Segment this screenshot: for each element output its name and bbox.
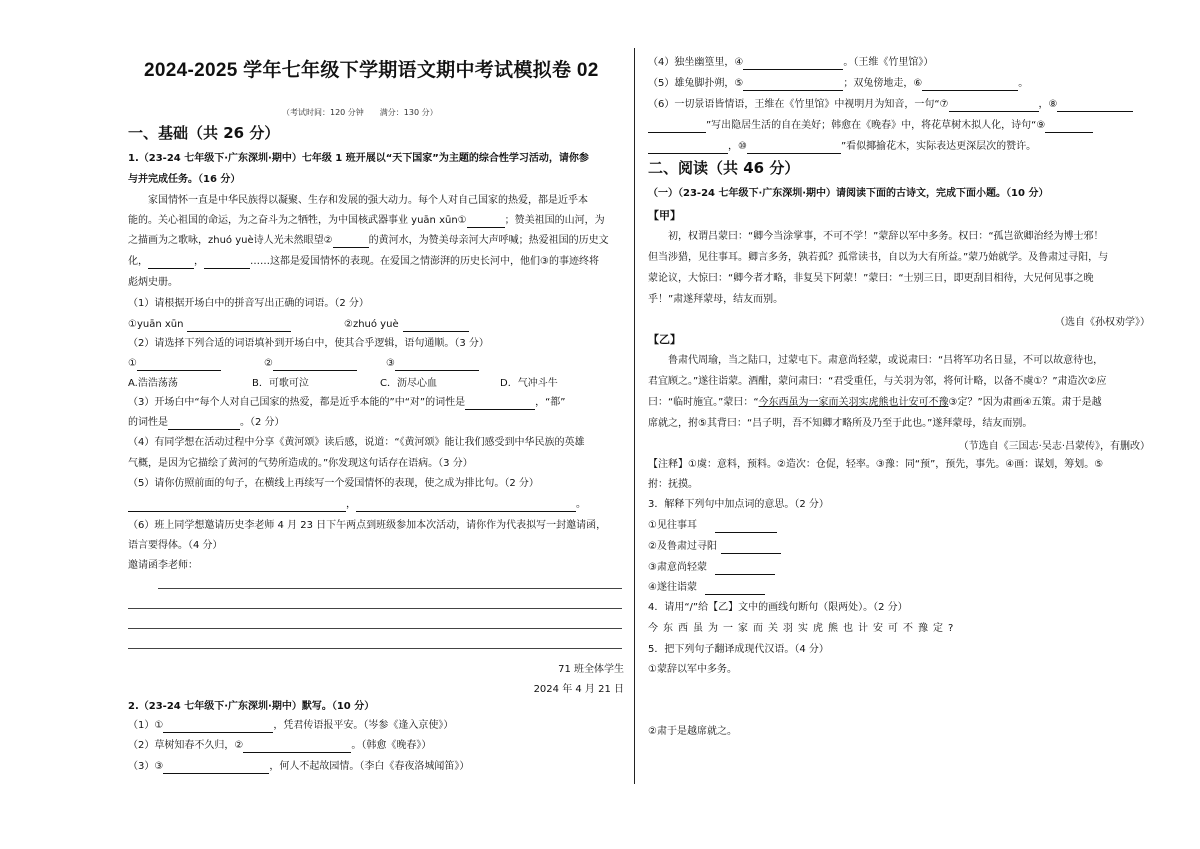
- answer-blank[interactable]: [467, 217, 505, 228]
- pinyin-label: ②zhuó yuè: [344, 319, 399, 330]
- passage-text: 化，: [128, 256, 148, 267]
- passage-line: 家国情怀一直是中华民族得以凝聚、生存和发展的强大动力。每个人对自己国家的热爱，都是近乎本: [148, 195, 588, 206]
- q2-line: [648, 140, 1036, 154]
- annotation-line: 【注释】①虞：意料，预料。②造次：仓促，轻率。③豫：同“预”，预先，事先。④画：谋划，筹划。⑤: [648, 459, 1104, 470]
- num-label: ③: [386, 358, 395, 369]
- writing-line[interactable]: [128, 648, 622, 649]
- source-note: （选自《孙权劝学》）: [1055, 317, 1150, 328]
- option-a: A.浩浩荡荡: [128, 378, 178, 389]
- writing-line[interactable]: [128, 608, 622, 609]
- classical-line: 鲁肃代周瑜，当之陆口，过蒙屯下。肃意尚轻蒙，或说肃曰：“吕将军功名日显，不可以故意待也，: [668, 355, 1104, 366]
- passage-text: ……这都是爱国情怀的表现。在爱国之情澎湃的历史长河中，他们③的事迹终将: [250, 256, 599, 267]
- prompt-text: 的词性是: [128, 417, 168, 428]
- prompt-text: ”写出隐居生活的自在美好；韩愈在《晚春》中，将花草树木拟人化，诗句“⑨: [706, 120, 1046, 131]
- punct: 。: [1018, 78, 1029, 89]
- writing-line[interactable]: [128, 628, 622, 629]
- passage-text: ；赞美祖国的山河，为: [504, 215, 605, 226]
- answer-blank[interactable]: [465, 399, 535, 410]
- answer-blank[interactable]: [743, 59, 843, 70]
- passage-text: ，: [194, 256, 204, 267]
- reading-intro: （一）（23-24 七年级下·广东深圳·期中）请阅读下面的古诗文，完成下面小题。（10 分）: [648, 188, 1049, 199]
- answer-blank[interactable]: [705, 584, 765, 595]
- answer-blank[interactable]: [747, 143, 841, 154]
- answer-blank[interactable]: [743, 80, 843, 91]
- answer-blank[interactable]: [715, 522, 777, 533]
- section-heading-reading: 二、阅读（共 46 分）: [648, 159, 800, 177]
- answer-blank[interactable]: [148, 258, 194, 269]
- q4-prompt: 4．请用“/”给【乙】文中的画线句断句（限两处）。（2 分）: [648, 602, 908, 613]
- prompt-text: （6）一切景语皆情语，王维在《竹里馆》中视明月为知音，一句“⑦: [648, 99, 949, 110]
- invitation-date: 2024 年 4 月 21 日: [533, 684, 624, 695]
- prompt-text: ，⑩: [728, 141, 747, 152]
- q1-4-prompt: （4）有同学想在活动过程中分享《黄河颂》读后感，说道：“《黄河颂》能让我们感受到中华民族的英雄: [128, 437, 585, 448]
- q1-5-answer: [128, 498, 586, 512]
- left-column: [124, 0, 624, 849]
- q3-item: [648, 561, 775, 575]
- passage-line: [128, 255, 599, 269]
- q1-4-prompt-cont: 气概，是因为它描绘了黄河的气势所造成的。”你发现这句话存在语病。（3 分）: [128, 458, 473, 469]
- q1-heading-cont: 与并完成任务。（16 分）: [128, 174, 241, 185]
- answer-blank[interactable]: [648, 143, 728, 154]
- num-label: ②: [264, 358, 273, 369]
- classical-line: 初，权谓吕蒙曰：“卿今当涂掌事，不可不学！”蒙辞以军中多务。权曰：“孤岂欲卿治经为博士邪！: [668, 231, 1104, 242]
- annotation-line: 拊：抚摸。: [648, 479, 698, 490]
- q1-1-answer-a: [128, 318, 291, 332]
- prompt-text: ③肃意尚轻蒙: [648, 562, 707, 573]
- prompt-text: （2）草树知春不久归，②: [128, 740, 244, 751]
- column-divider: [634, 48, 635, 784]
- prompt-text: （4）独坐幽篁里，④: [648, 57, 744, 68]
- answer-blank[interactable]: [715, 564, 775, 575]
- punct: ，: [346, 499, 356, 510]
- option-b: B．可歌可泣: [252, 378, 309, 389]
- q2-line: [648, 98, 1133, 112]
- section-heading-basics: 一、基础（共 26 分）: [128, 124, 280, 142]
- prompt-text: ①见往事耳: [648, 520, 697, 531]
- passage-text: 的黄河水，为赞美母亲河大声呼喊；热爱祖国的历史文: [368, 235, 609, 246]
- q1-2-answer-a: [128, 357, 221, 371]
- q1-heading: 1.（23-24 七年级下·广东深圳·期中）七年级 1 班开展以“天下国家”为主题的综合性学习活动，请你参: [128, 153, 589, 164]
- passage-line: [128, 234, 609, 248]
- q1-3-prompt-cont: [128, 416, 285, 430]
- exam-info: （考试时间：120 分钟 满分：130 分）: [282, 108, 438, 117]
- invitation-signature: 71 班全体学生: [558, 664, 624, 675]
- prompt-text: ，“都”: [535, 397, 566, 408]
- q1-2-answer-b: [264, 357, 357, 371]
- classical-line: 蒙论议，大惊曰：“卿今者才略，非复吴下阿蒙！”蒙曰：“士别三日，即更刮目相待，大兄何见事之晚: [648, 273, 1094, 284]
- prompt-text: （1）①: [128, 720, 164, 731]
- q1-1-answer-b: [344, 318, 469, 332]
- label-yi: 【乙】: [648, 333, 681, 346]
- q5-item: ②肃于是越席就之。: [648, 726, 737, 737]
- classical-line: 君宜顾之。”遂往诣蒙。酒酣，蒙问肃曰：“君受重任，与关羽为邻，将何计略，以备不虞①？”肃造次②应: [648, 376, 1107, 387]
- answer-blank[interactable]: [1057, 101, 1133, 112]
- q2-line: [128, 739, 431, 753]
- invitation-salutation: 邀请函李老师：: [128, 560, 198, 571]
- q5-prompt: 5．把下列句子翻译成现代汉语。（4 分）: [648, 644, 829, 655]
- option-d: D．气冲斗牛: [500, 378, 558, 389]
- answer-blank[interactable]: [356, 501, 576, 512]
- label-jia: 【甲】: [648, 209, 681, 222]
- answer-blank[interactable]: [648, 122, 706, 133]
- prompt-text: （5）雄兔脚扑朔，⑤: [648, 78, 744, 89]
- q2-line: [648, 77, 1028, 91]
- passage-line: 彪炳史册。: [128, 277, 178, 288]
- q3-prompt: 3．解释下列句中加点词的意思。（2 分）: [648, 499, 829, 510]
- prompt-text: ”看似揶揄花木，实际表达更深层次的赞许。: [840, 141, 1037, 152]
- prompt-text: （3）③: [128, 761, 164, 772]
- pinyin-label: ①yuān xūn: [128, 319, 184, 330]
- prompt-text: ④遂往诣蒙: [648, 582, 697, 593]
- answer-blank[interactable]: [187, 321, 291, 332]
- prompt-text: 。（王维《竹里馆》）: [843, 57, 934, 68]
- classical-text: 曰：“临时施宜。”蒙曰：“: [648, 397, 759, 408]
- option-c: C．沥尽心血: [380, 378, 437, 389]
- q2-line: [648, 56, 933, 70]
- prompt-text: 。（2 分）: [240, 417, 285, 428]
- classical-line: 乎！”肃遂拜蒙母，结友而别。: [648, 294, 784, 305]
- prompt-text: ；双兔傍地走，⑥: [843, 78, 923, 89]
- underlined-sentence: 今东西虽为一家而关羽实虎熊也计安可不豫: [758, 397, 949, 408]
- answer-blank[interactable]: [403, 321, 469, 332]
- q4-sentence: 今东西虽为一家而关羽实虎熊也计安可不豫定?: [648, 623, 959, 634]
- writing-line[interactable]: [158, 588, 622, 589]
- q3-item: [648, 581, 765, 595]
- answer-blank[interactable]: [243, 742, 351, 753]
- source-note: （节选自《三国志·吴志·吕蒙传》，有删改）: [958, 441, 1150, 452]
- q1-5-prompt: （5）请你仿照前面的句子，在横线上再续写一个爱国情怀的表现，使之成为排比句。（2 分）: [128, 478, 539, 489]
- q1-6-prompt: （6）班上同学想邀请历史李老师 4 月 23 日下午两点到班级参加本次活动，请你作为代表拟写一封邀请函，: [128, 520, 607, 531]
- passage-line: [128, 214, 605, 228]
- q1-6-prompt-cont: 语言要得体。（4 分）: [128, 540, 223, 551]
- answer-blank[interactable]: [922, 80, 1018, 91]
- punct: 。: [576, 499, 586, 510]
- answer-blank[interactable]: [721, 543, 781, 554]
- prompt-text: ②及鲁肃过寻阳: [648, 541, 717, 552]
- q2-heading: 2.（23-24 七年级下·广东深圳·期中）默写。（10 分）: [128, 701, 375, 712]
- q1-1-prompt: （1）请根据开场白中的拼音写出正确的词语。（2 分）: [128, 298, 369, 309]
- q5-item: ①蒙辞以军中多务。: [648, 664, 737, 675]
- q3-item: [648, 519, 777, 533]
- page-title: 2024-2025 学年七年级下学期语文期中考试模拟卷 02: [144, 60, 599, 81]
- prompt-text: ，凭君传语报平安。（岑参《逢入京使》）: [273, 720, 454, 731]
- answer-blank[interactable]: [395, 360, 479, 371]
- classical-line: 席就之，拊⑤其背曰：“吕子明，吾不知卿才略所及乃至于此也。”遂拜蒙母，结友而别。: [648, 418, 1033, 429]
- classical-line: [648, 396, 1102, 410]
- prompt-text: （3）开场白中“每个人对自己国家的热爱，都是近乎本能的”中“对”的词性是: [128, 397, 466, 408]
- answer-blank[interactable]: [137, 360, 221, 371]
- passage-text: 能的。关心祖国的命运，为之奋斗为之牺牲，为中国核武器事业 yuān xūn①: [128, 215, 467, 226]
- passage-text: 之描画为之歌咏，zhuó yuè诗人光未然眼望②: [128, 235, 333, 246]
- answer-blank[interactable]: [163, 763, 269, 774]
- q2-line: [128, 760, 469, 774]
- answer-blank[interactable]: [128, 501, 346, 512]
- q2-line: [648, 119, 1093, 133]
- answer-blank[interactable]: [333, 237, 369, 248]
- answer-blank[interactable]: [163, 722, 273, 733]
- answer-blank[interactable]: [949, 101, 1039, 112]
- prompt-text: 。（韩愈《晚春》）: [351, 740, 432, 751]
- num-label: ①: [128, 358, 137, 369]
- q3-item: [648, 540, 781, 554]
- answer-blank[interactable]: [1045, 122, 1093, 133]
- classical-text: ③定？”因为肃画④五策。肃于是越: [948, 397, 1102, 408]
- classical-line: 但当涉猎，见往事耳。卿言多务，孰若孤？孤常读书，自以为大有所益。”蒙乃始就学。及鲁肃过寻阳，与: [648, 252, 1109, 263]
- prompt-text: ，⑧: [1038, 99, 1058, 110]
- answer-blank[interactable]: [273, 360, 357, 371]
- answer-blank[interactable]: [204, 258, 250, 269]
- q2-line: [128, 719, 453, 733]
- answer-blank[interactable]: [168, 419, 240, 430]
- q1-2-prompt: （2）请选择下列合适的词语填补到开场白中，使其合乎逻辑，语句通顺。（3 分）: [128, 338, 489, 349]
- q1-2-answer-c: [386, 357, 479, 371]
- q1-3-prompt: [128, 396, 565, 410]
- prompt-text: ，何人不起故园情。（李白《春夜洛城闻笛》）: [269, 761, 470, 772]
- right-column: [648, 0, 1150, 849]
